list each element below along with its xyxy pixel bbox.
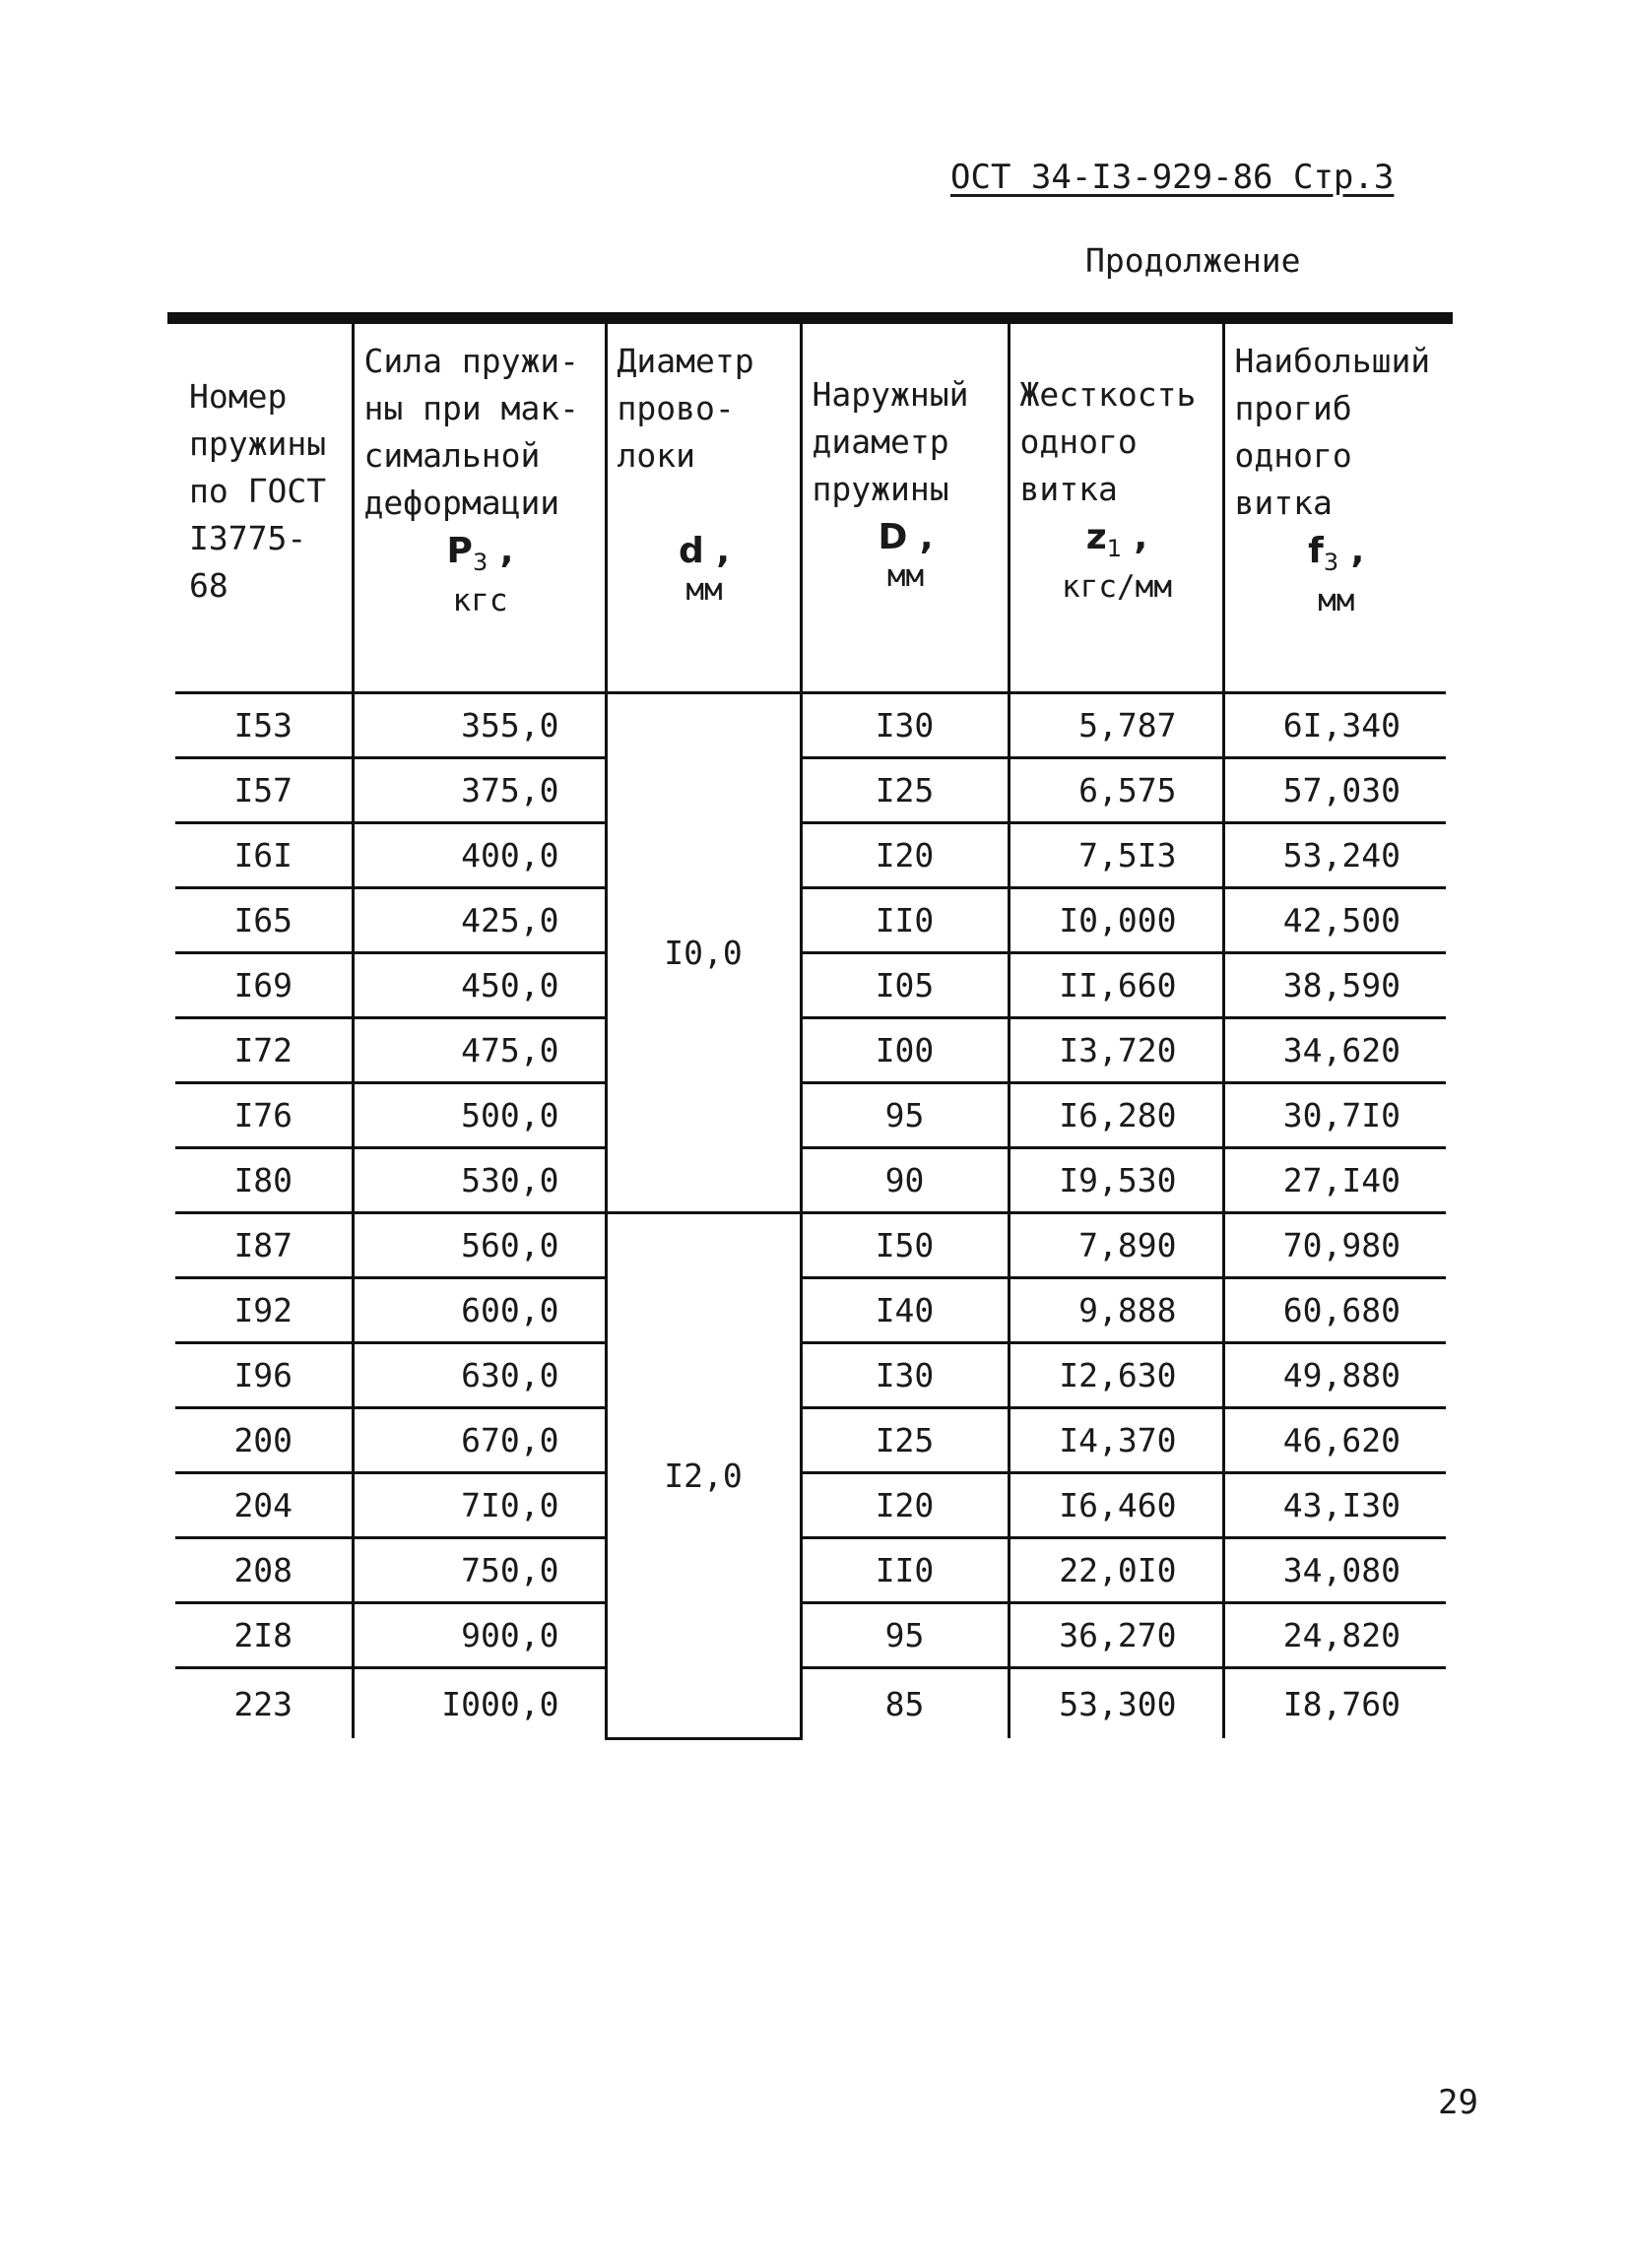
cell-max-deflection: 46,620 (1223, 1408, 1446, 1473)
cell-stiffness: I0,000 (1009, 888, 1223, 953)
cell-outer-diameter: 95 (801, 1083, 1009, 1148)
cell-spring-number: 223 (233, 1684, 293, 1723)
column-header-max-deflection (1223, 324, 1446, 693)
table-row (175, 1083, 1446, 1148)
cell-spring-number: I87 (175, 1213, 353, 1278)
cell-max-deflection: 30,7I0 (1223, 1083, 1446, 1148)
cell-max-deflection: 43,I30 (1223, 1473, 1446, 1538)
table-body (175, 693, 1446, 1739)
cell-outer-diameter: I30 (801, 693, 1009, 758)
cell-spring-number: I53 (175, 693, 353, 758)
column-header-stiffness (1009, 324, 1223, 693)
cell-wire-diameter: I0,0 (606, 693, 801, 1213)
table-row (175, 693, 1446, 758)
cell-spring-number: I57 (175, 758, 353, 823)
cell-spring-number: I76 (175, 1083, 353, 1148)
cell-max-deflection: 60,680 (1223, 1278, 1446, 1343)
table-row (175, 1603, 1446, 1668)
table-row (175, 1213, 1446, 1278)
cell-spring-number: I92 (175, 1278, 353, 1343)
column-unit: кгс/мм (1062, 569, 1172, 606)
cell-outer-diameter: II0 (801, 1538, 1009, 1603)
cell-force: 600,0 (353, 1278, 606, 1343)
cell-stiffness: 7,5I3 (1009, 823, 1223, 888)
cell-max-deflection: 57,030 (1223, 758, 1446, 823)
cell-force: 375,0 (353, 758, 606, 823)
cell-stiffness: 22,0I0 (1009, 1538, 1223, 1603)
symbol-letter: d (679, 531, 704, 571)
column-symbol: $f_3$ , (1308, 531, 1365, 577)
cell-spring-number: I80 (175, 1148, 353, 1213)
column-header-text: Номер пружины по ГОСТ I3775-68 (189, 377, 327, 605)
spring-spec-table (175, 324, 1446, 1740)
cell-outer-diameter: I30 (801, 1343, 1009, 1408)
cell-stiffness: 6,575 (1009, 758, 1223, 823)
column-symbol: $P_3$ , (446, 531, 514, 577)
table-row (175, 953, 1446, 1018)
cell-stiffness: I6,460 (1009, 1473, 1223, 1538)
table-row (175, 1278, 1446, 1343)
cell-outer-diameter: I05 (801, 953, 1009, 1018)
table-row (175, 1668, 1446, 1739)
page-number: 29 (1438, 2083, 1478, 2122)
cell-max-deflection: 49,880 (1223, 1343, 1446, 1408)
column-symbol: d , (679, 531, 730, 571)
document-code-header: ОСТ 34-I3-929-86 Стр.3 (950, 158, 1395, 197)
column-symbol: $z_1$ , (1085, 517, 1148, 563)
table-row (175, 823, 1446, 888)
table-top-rule (167, 312, 1453, 324)
cell-force: 900,0 (353, 1603, 606, 1668)
column-unit: кгс (452, 583, 508, 619)
cell-outer-diameter: I25 (801, 1408, 1009, 1473)
cell-stiffness: 53,300 (1009, 1668, 1223, 1739)
cell-force: 7I0,0 (353, 1473, 606, 1538)
cell-max-deflection: 70,980 (1223, 1213, 1446, 1278)
cell-max-deflection: 27,I40 (1223, 1148, 1446, 1213)
cell-force: 355,0 (353, 693, 606, 758)
cell-stiffness: I9,530 (1009, 1148, 1223, 1213)
cell-spring-number: 208 (175, 1538, 353, 1603)
cell-wire-diameter: I2,0 (606, 1213, 801, 1739)
table-header-row (175, 324, 1446, 693)
column-header-text: Жесткость одного витка (1019, 375, 1197, 508)
cell-force: 475,0 (353, 1018, 606, 1083)
symbol-subscript: 3 (1323, 549, 1339, 577)
cell-outer-diameter: 95 (801, 1603, 1009, 1668)
column-header-wire-diameter (606, 324, 801, 693)
cell-stiffness: II,660 (1009, 953, 1223, 1018)
symbol-letter: D (878, 517, 908, 557)
table-row (175, 1538, 1446, 1603)
cell-max-deflection: 6I,340 (1223, 693, 1446, 758)
cell-outer-diameter: II0 (801, 888, 1009, 953)
cell-outer-diameter: I20 (801, 823, 1009, 888)
column-header-spring-number (175, 324, 353, 693)
cell-max-deflection: 34,080 (1223, 1538, 1446, 1603)
column-header-force (353, 324, 606, 693)
cell-force: 425,0 (353, 888, 606, 953)
cell-stiffness: 9,888 (1009, 1278, 1223, 1343)
symbol-letter: z (1085, 517, 1107, 557)
cell-force: 530,0 (353, 1148, 606, 1213)
cell-stiffness: I4,370 (1009, 1408, 1223, 1473)
column-unit: мм (1318, 583, 1355, 619)
cell-spring-number: 2I8 (175, 1603, 353, 1668)
symbol-letter: f (1308, 531, 1324, 571)
column-symbol: D , (878, 517, 934, 557)
cell-outer-diameter: 85 (801, 1668, 1009, 1739)
cell-spring-number: I69 (175, 953, 353, 1018)
cell-outer-diameter: I25 (801, 758, 1009, 823)
table-row (175, 1148, 1446, 1213)
cell-stiffness: I3,720 (1009, 1018, 1223, 1083)
cell-spring-number: 200 (175, 1408, 353, 1473)
cell-outer-diameter: I50 (801, 1213, 1009, 1278)
column-header-text: Сила пружи- ны при мак- симальной деформации (363, 342, 580, 522)
column-header-text: Наружный диаметр пружины (812, 375, 969, 508)
cell-force: 500,0 (353, 1083, 606, 1148)
cell-force: I000,0 (353, 1668, 606, 1739)
cell-spring-number: I65 (175, 888, 353, 953)
cell-outer-diameter: I20 (801, 1473, 1009, 1538)
cell-force: 560,0 (353, 1213, 606, 1278)
table-row (175, 1018, 1446, 1083)
column-header-text: Наибольший прогиб одного витка (1234, 342, 1431, 522)
cell-force: 750,0 (353, 1538, 606, 1603)
column-header-text: Диаметр прово- локи (617, 342, 754, 475)
cell-max-deflection: 24,820 (1223, 1603, 1446, 1668)
column-unit: мм (685, 572, 723, 608)
cell-stiffness: I2,630 (1009, 1343, 1223, 1408)
cell-force: 400,0 (353, 823, 606, 888)
cell-outer-diameter: I40 (801, 1278, 1009, 1343)
cell-max-deflection: I8,760 (1223, 1668, 1446, 1739)
column-header-outer-diameter (801, 324, 1009, 693)
table-row (175, 1408, 1446, 1473)
cell-force: 630,0 (353, 1343, 606, 1408)
cell-stiffness: 36,270 (1009, 1603, 1223, 1668)
cell-spring-number: I72 (175, 1018, 353, 1083)
cell-stiffness: 7,890 (1009, 1213, 1223, 1278)
column-unit: мм (886, 558, 925, 594)
table-row (175, 888, 1446, 953)
cell-force: 670,0 (353, 1408, 606, 1473)
cell-outer-diameter: I00 (801, 1018, 1009, 1083)
symbol-letter: P (446, 531, 473, 571)
cell-spring-number: 204 (175, 1473, 353, 1538)
symbol-subscript: 3 (472, 549, 489, 577)
cell-max-deflection: 34,620 (1223, 1018, 1446, 1083)
cell-max-deflection: 42,500 (1223, 888, 1446, 953)
cell-stiffness: 5,787 (1009, 693, 1223, 758)
table-row (175, 1473, 1446, 1538)
table-row (175, 758, 1446, 823)
cell-spring-number: I96 (175, 1343, 353, 1408)
cell-stiffness: I6,280 (1009, 1083, 1223, 1148)
cell-max-deflection: 38,590 (1223, 953, 1446, 1018)
table-row (175, 1343, 1446, 1408)
cell-max-deflection: 53,240 (1223, 823, 1446, 888)
continuation-label: Продолжение (1085, 241, 1301, 280)
symbol-subscript: 1 (1106, 535, 1122, 563)
cell-force: 450,0 (353, 953, 606, 1018)
cell-spring-number: I6I (175, 823, 353, 888)
cell-outer-diameter: 90 (801, 1148, 1009, 1213)
